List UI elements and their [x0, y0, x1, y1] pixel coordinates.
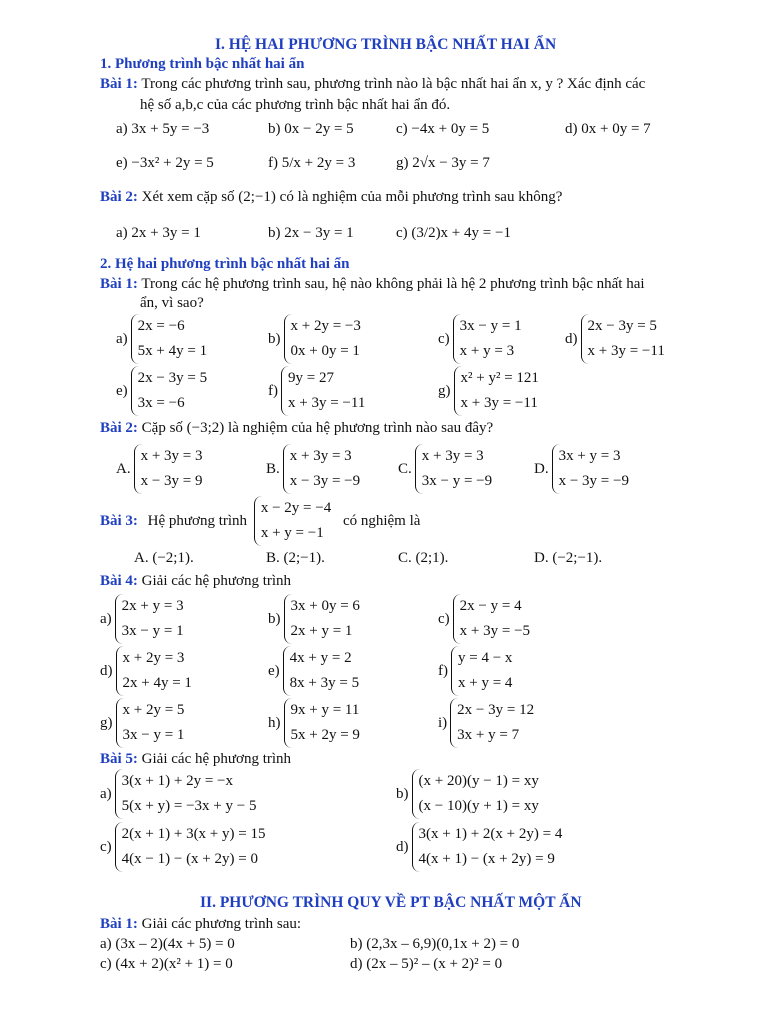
system-label: g)	[100, 714, 113, 731]
system-line: x + 3y = 3	[289, 448, 352, 464]
system-label: c)	[438, 330, 450, 347]
system-brace	[581, 314, 665, 364]
system-line: x − 3y = 9	[140, 473, 203, 489]
system-line: 3x + 0y = 6	[290, 598, 360, 614]
system-line: x + 3y = −5	[459, 623, 531, 639]
option-label: A.	[116, 460, 131, 477]
system-line: 3x − y = 1	[121, 623, 184, 639]
system-label: d)	[396, 838, 409, 855]
system-line: (x − 10)(y + 1) = xy	[418, 798, 539, 814]
exercise-text	[100, 496, 420, 546]
system-line: x − 2y = −4	[260, 500, 332, 516]
equation-item: f) 5/x + 2y = 3	[268, 155, 356, 171]
equation-system	[268, 594, 360, 644]
option-label: D.	[534, 460, 549, 477]
equation-system	[268, 314, 361, 364]
system-brace	[115, 822, 266, 872]
system-line: 8x + 3y = 5	[289, 675, 360, 691]
equation-system	[438, 366, 539, 416]
system-label: d)	[100, 662, 113, 679]
system-line: x + 2y = 3	[122, 650, 185, 666]
system-brace	[254, 496, 331, 546]
system-brace	[453, 314, 522, 364]
answer-option	[266, 444, 360, 494]
system-brace	[453, 594, 530, 644]
system-line: x + 3y = −11	[460, 395, 538, 411]
equation-system	[396, 769, 539, 819]
system-brace	[552, 444, 629, 494]
exercise-label: Bài 2:	[100, 420, 138, 436]
system-line: 2x − 3y = 12	[457, 702, 535, 718]
system-line: 2x − y = 4	[459, 598, 522, 614]
answer-option	[398, 444, 492, 494]
exercise-label: Bài 4:	[100, 573, 138, 589]
system-line: x + 3y = 3	[140, 448, 203, 464]
equation-item: e) −3x² + 2y = 5	[116, 155, 214, 171]
equation-item: b) 2x − 3y = 1	[268, 225, 354, 241]
system-line: 2x = −6	[137, 318, 185, 334]
system-brace	[131, 314, 207, 364]
system-line: y = 4 − x	[458, 650, 513, 666]
system-label: e)	[116, 382, 128, 399]
equation-system	[100, 769, 256, 819]
system-brace	[450, 698, 534, 748]
system-brace	[116, 698, 185, 748]
exercise-line: Giải các phương trình sau:	[141, 916, 302, 932]
system-line: 4x + y = 2	[289, 650, 352, 666]
system-line: x² + y² = 121	[460, 370, 539, 386]
equation-system	[100, 822, 265, 872]
system-line: x + 2y = 5	[122, 702, 185, 718]
system-label: f)	[268, 382, 278, 399]
answer-option	[534, 444, 629, 494]
answer-option: A. (−2;1).	[134, 550, 194, 566]
exercise-line: có nghiệm là	[342, 512, 421, 529]
equation-item: g) 2√x − 3y = 7	[396, 155, 490, 171]
system-brace	[412, 822, 563, 872]
system-line: x + y = 3	[459, 343, 515, 359]
exercise-text	[100, 420, 493, 437]
system-brace	[115, 594, 184, 644]
system-line: 3x − y = −9	[421, 473, 493, 489]
system-brace	[283, 444, 360, 494]
option-label: C.	[398, 460, 412, 477]
system-label: c)	[438, 610, 450, 627]
system-line: 3(x + 1) + 2y = −x	[121, 773, 233, 789]
subsection1-title: 1. Phương trình bậc nhất hai ẩn	[100, 56, 305, 72]
system-line: (x + 20)(y − 1) = xy	[418, 773, 539, 789]
equation-item: c) −4x + 0y = 5	[396, 121, 490, 137]
system-line: 2(x + 1) + 3(x + y) = 15	[121, 826, 266, 842]
system-label: g)	[438, 382, 451, 399]
exercise-text	[100, 573, 291, 590]
equation-item: b) (2,3x – 6,9)(0,1x + 2) = 0	[350, 936, 520, 952]
equation-item: c) (3/2)x + 4y = −1	[396, 225, 511, 241]
system-line: 3x = −6	[137, 395, 185, 411]
system-brace	[415, 444, 492, 494]
equation-item: a) 2x + 3y = 1	[116, 225, 201, 241]
equation-item: c) (4x + 2)(x² + 1) = 0	[100, 956, 233, 972]
system-label: a)	[100, 785, 112, 802]
equation-system	[116, 366, 207, 416]
section1-title: I. HỆ HAI PHƯƠNG TRÌNH BẬC NHẤT HAI ẨN	[215, 36, 557, 53]
system-line: x + 3y = −11	[587, 343, 665, 359]
equation-system	[268, 366, 365, 416]
system-line: 9y = 27	[288, 370, 334, 386]
exercise-line: hệ số a,b,c của các phương trình bậc nhất hai ẩn đó.	[140, 97, 451, 113]
system-line: 3x + y = 7	[457, 727, 520, 743]
system-label: e)	[268, 662, 280, 679]
exercise-text	[100, 76, 645, 93]
system-brace	[116, 646, 192, 696]
system-brace	[281, 366, 365, 416]
system-label: b)	[396, 785, 409, 802]
exercise-line: Giải các hệ phương trình	[141, 751, 292, 767]
equation-system	[116, 314, 207, 364]
system-line: x + 3y = −11	[288, 395, 366, 411]
equation-item: a) (3x – 2)(4x + 5) = 0	[100, 936, 235, 952]
exercise-line: Hệ phương trình	[147, 512, 248, 529]
equation-system	[438, 698, 534, 748]
exercise-line: Trong các hệ phương trình sau, hệ nào không phải là hệ 2 phương trình bậc nhất hai	[141, 276, 645, 292]
system-line: 0x + 0y = 1	[290, 343, 360, 359]
equation-system	[396, 822, 562, 872]
exercise-label: Bài 1:	[100, 276, 138, 292]
system-label: a)	[100, 610, 112, 627]
system-label: a)	[116, 330, 128, 347]
equation-system	[438, 594, 530, 644]
answer-option: C. (2;1).	[398, 550, 449, 566]
equation-system	[268, 646, 359, 696]
system-line: 3x − y = 1	[122, 727, 185, 743]
system-label: b)	[268, 610, 281, 627]
system-brace	[115, 769, 257, 819]
system-line: 9x + y = 11	[290, 702, 360, 718]
subsection2-title: 2. Hệ hai phương trình bậc nhất hai ẩn	[100, 256, 350, 272]
system-line: 2x + y = 3	[121, 598, 184, 614]
exercise-line: ẩn, vì sao?	[140, 295, 204, 311]
system-line: 5x + 4y = 1	[137, 343, 208, 359]
option-label: B.	[266, 460, 280, 477]
system-label: d)	[565, 330, 578, 347]
system-brace	[283, 646, 359, 696]
system-line: x + 3y = 3	[421, 448, 484, 464]
equation-system	[268, 698, 360, 748]
equation-item: d) 0x + 0y = 7	[565, 121, 651, 137]
equation-system	[438, 646, 512, 696]
system-line: 2x + 4y = 1	[122, 675, 192, 691]
system-line: x − 3y = −9	[558, 473, 629, 489]
equation-item: b) 0x − 2y = 5	[268, 121, 354, 137]
exercise-label: Bài 3:	[100, 512, 138, 529]
answer-option: D. (−2;−1).	[534, 550, 603, 566]
exercise-label: Bài 1:	[100, 76, 138, 92]
equation-system	[100, 594, 184, 644]
system-brace	[454, 366, 539, 416]
equation-system	[100, 646, 192, 696]
system-brace	[412, 769, 539, 819]
answer-option	[116, 444, 203, 494]
exercise-label: Bài 5:	[100, 751, 138, 767]
exercise-label: Bài 2:	[100, 189, 138, 205]
exercise-line: Giải các hệ phương trình	[141, 573, 292, 589]
system-label: b)	[268, 330, 281, 347]
exercise-label: Bài 1:	[100, 916, 138, 932]
system-label: h)	[268, 714, 281, 731]
system-label: c)	[100, 838, 112, 855]
exercise-text	[100, 751, 291, 768]
system-brace	[134, 444, 203, 494]
system-line: 4(x − 1) − (x + 2y) = 0	[121, 851, 258, 867]
system-line: 3x − y = 1	[459, 318, 522, 334]
exercise-text	[100, 276, 645, 293]
system-line: x + 2y = −3	[290, 318, 361, 334]
equation-system	[565, 314, 665, 364]
system-brace	[284, 698, 360, 748]
system-line: x + y = −1	[260, 525, 324, 541]
system-line: 3(x + 1) + 2(x + 2y) = 4	[418, 826, 563, 842]
system-brace	[451, 646, 512, 696]
system-line: x + y = 4	[458, 675, 513, 691]
equation-system	[100, 698, 184, 748]
system-brace	[131, 366, 207, 416]
system-label: f)	[438, 662, 448, 679]
system-line: x − 3y = −9	[289, 473, 361, 489]
system-line: 5(x + y) = −3x + y − 5	[121, 798, 257, 814]
section2-title: II. PHƯƠNG TRÌNH QUY VỀ PT BẬC NHẤT MỘT ẨN	[200, 894, 582, 911]
system-line: 2x − 3y = 5	[587, 318, 657, 334]
exercise-text	[100, 189, 562, 206]
equation-item: a) 3x + 5y = −3	[116, 121, 210, 137]
exercise-text	[100, 916, 301, 933]
exercise-line: Xét xem cặp số (2;−1) có là nghiệm của mỗi phương trình sau không?	[141, 189, 563, 205]
exercise-line: Cặp số (−3;2) là nghiệm của hệ phương trình nào sau đây?	[141, 420, 494, 436]
equation-system	[438, 314, 522, 364]
system-line: 4(x + 1) − (x + 2y) = 9	[418, 851, 555, 867]
answer-option: B. (2;−1).	[266, 550, 325, 566]
system-brace	[284, 314, 361, 364]
system-line: 2x + y = 1	[290, 623, 353, 639]
system-brace	[284, 594, 360, 644]
system-line: 5x + 2y = 9	[290, 727, 360, 743]
equation-item: d) (2x – 5)² – (x + 2)² = 0	[350, 956, 503, 972]
exercise-line: Trong các phương trình sau, phương trình nào là bậc nhất hai ẩn x, y ? Xác định các	[141, 76, 646, 92]
system-label: i)	[438, 714, 448, 731]
system-line: 3x + y = 3	[558, 448, 621, 464]
system-line: 2x − 3y = 5	[137, 370, 208, 386]
